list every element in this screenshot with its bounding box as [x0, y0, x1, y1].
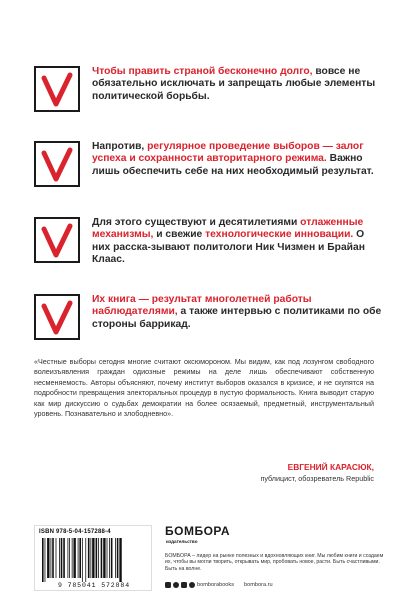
barcode-bar [111, 538, 113, 578]
highlight-text: технологические инновации. [205, 229, 354, 241]
barcode-bar [63, 538, 65, 578]
checkmark-box [34, 217, 80, 263]
publisher-logo: БОМБОРА [165, 524, 231, 538]
barcode-bar [90, 538, 91, 578]
barcode-bar [51, 538, 52, 578]
publisher-social [165, 582, 273, 588]
barcode-bar [47, 538, 49, 578]
barcode-bar [82, 538, 83, 582]
item-text [92, 294, 382, 331]
barcode-bar [85, 538, 86, 582]
red-check-icon [34, 217, 84, 267]
review-quote: «Честные выборы сегодня многие считают оксюмороном. Мы видим, как под лозунгом свободного волеизъявления граждан одиозные режимы на деле лишь обеспечивают собственную несменяемость. Авторы объясняют, почему институт выборов оказался в кризисе, и не скупятся на подробности превращения электоральных процедур в пустую формальность. Книга выводит старую как мир дискуссию о судьбах демократии на более осязаемый, предметный, инструментальный уровень. Познавательно и злободневно». [34, 357, 374, 419]
barcode-bar [78, 538, 79, 578]
highlight-text: Чтобы править страной бесконечно долго, [92, 66, 313, 77]
body-text: а также интервью с политиками по обе стороны баррикад. [92, 306, 382, 330]
isbn-barcode-block [34, 525, 152, 591]
barcode-bar [59, 538, 60, 578]
telegram-icon [173, 582, 179, 588]
body-text: и свежие [153, 229, 206, 241]
barcode-bar [45, 538, 46, 582]
barcode-bar [109, 538, 110, 578]
highlight-text: отлаженные механизмы, [92, 217, 364, 241]
barcode-bar [88, 538, 90, 578]
publisher-subtitle: издательство [166, 539, 198, 544]
barcode-bar [52, 538, 54, 578]
highlight-text: Их книга — результат многолетней работы наблюдателями, [92, 294, 312, 318]
body-text: Важно лишь обеспечить себе на них необходимый результат. [92, 153, 374, 177]
publisher-description: БОМБОРА – лидер на рынке полезных и вдохновляющих книг. Мы любим книги и создаем их, чтобы вы могли творить, открывать мир, пробовать новое, расти. Быть счастливыми. Быть на волне. [165, 553, 384, 572]
ok-icon [189, 582, 195, 588]
barcode-bar [107, 538, 108, 578]
checkmark-box [34, 141, 80, 187]
item-text [92, 141, 382, 178]
publisher-website: bombora.ru [244, 582, 273, 588]
highlight-text: регулярное проведение выборов — залог успеха и сохранности авторитарного режима. [92, 141, 364, 165]
item-text [92, 217, 382, 267]
barcode-bar [98, 538, 99, 578]
barcode-bar [56, 538, 57, 578]
body-text: О них расска-зывают политологи Ник Чизмен и Брайан Клаас. [92, 229, 365, 266]
body-text: Для этого существуют и десятилетиями [92, 217, 301, 228]
barcode-digits: 9 785041 572884 [57, 582, 130, 589]
barcode-bar [119, 538, 121, 582]
barcode-bar [69, 538, 70, 578]
barcode-bar [42, 538, 44, 582]
quote-author-role: публицист, обозреватель Republic [260, 474, 374, 483]
barcode-bar [96, 538, 98, 578]
barcode-bar [73, 538, 75, 578]
red-check-icon [34, 66, 84, 116]
red-check-icon [34, 294, 84, 344]
item-text [92, 66, 382, 103]
vk-icon [165, 582, 171, 588]
isbn-label: ISBN 978-5-04-157288-4 [39, 529, 111, 535]
barcode-bar [115, 538, 116, 578]
social-handle: bomborabooks [197, 582, 235, 588]
checkmark-box [34, 294, 80, 340]
youtube-icon [181, 582, 187, 588]
barcode-bar [79, 538, 81, 578]
checkmark-box [34, 66, 80, 112]
barcode-bar [72, 538, 73, 578]
barcode-bar [61, 538, 63, 578]
body-text: вовсе не обязательно исключать и запрещать любые элементы политической борьбы. [92, 66, 376, 102]
quote-author: ЕВГЕНИЙ КАРАСЮК, [287, 462, 374, 472]
barcode-icon [41, 538, 147, 582]
red-check-icon [34, 141, 84, 191]
barcode-bar [117, 538, 119, 578]
barcode-bar [92, 538, 94, 578]
barcode-bar [68, 538, 69, 578]
barcode-bar [103, 538, 105, 578]
barcode-bar [101, 538, 103, 578]
body-text: Напротив, [92, 141, 148, 152]
